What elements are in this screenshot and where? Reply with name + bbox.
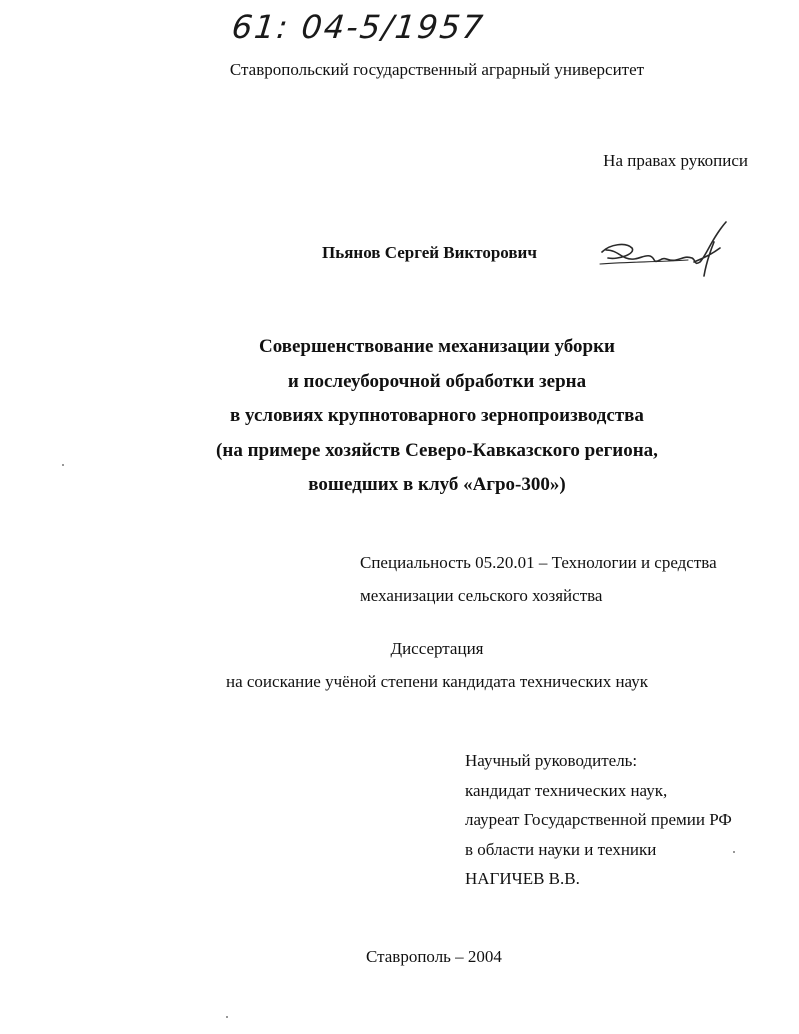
title-line: и послеуборочной обработки зерна: [287, 370, 587, 392]
archive-code-handwritten: 61: 04-5/1957: [230, 8, 487, 46]
advisor-line: Научный руководитель:: [465, 751, 638, 770]
scan-speck: [62, 464, 64, 466]
advisor-line: лауреат Государственной премии РФ: [465, 810, 732, 829]
scan-speck: [733, 851, 735, 853]
scan-speck: [226, 1016, 228, 1018]
specialty-block: [360, 546, 717, 612]
dissertation-type-block: [0, 632, 799, 698]
author-name: Пьянов Сергей Викторович: [322, 243, 537, 262]
dissertation-type-line: Диссертация: [390, 639, 484, 658]
advisor-name: НАГИЧЕВ В.В.: [465, 869, 580, 888]
dissertation-title: [0, 330, 799, 503]
city-year: Ставрополь – 2004: [366, 947, 502, 966]
advisor-line: в области науки и техники: [465, 839, 657, 859]
specialty-line: механизации сельского хозяйства: [360, 586, 603, 605]
title-line: вошедших в клуб «Агро-300»): [308, 474, 566, 495]
specialty-line: Специальность 05.20.01 – Технологии и средства: [360, 553, 717, 572]
advisor-line: кандидат технических наук,: [465, 780, 668, 800]
university-name: Ставропольский государственный аграрный университет: [229, 60, 645, 79]
title-line: Совершенствование механизации уборки: [258, 336, 616, 357]
scientific-advisor-block: [465, 746, 732, 894]
dissertation-type-line: на соискание учёной степени кандидата технических наук: [225, 672, 648, 691]
manuscript-rights-note: На правах рукописи: [603, 151, 748, 170]
author-signature: [596, 218, 736, 282]
title-line: в условиях крупнотоварного зернопроизводства: [230, 405, 644, 426]
title-line: (на примере хозяйств Северо-Кавказского региона,: [216, 439, 658, 461]
